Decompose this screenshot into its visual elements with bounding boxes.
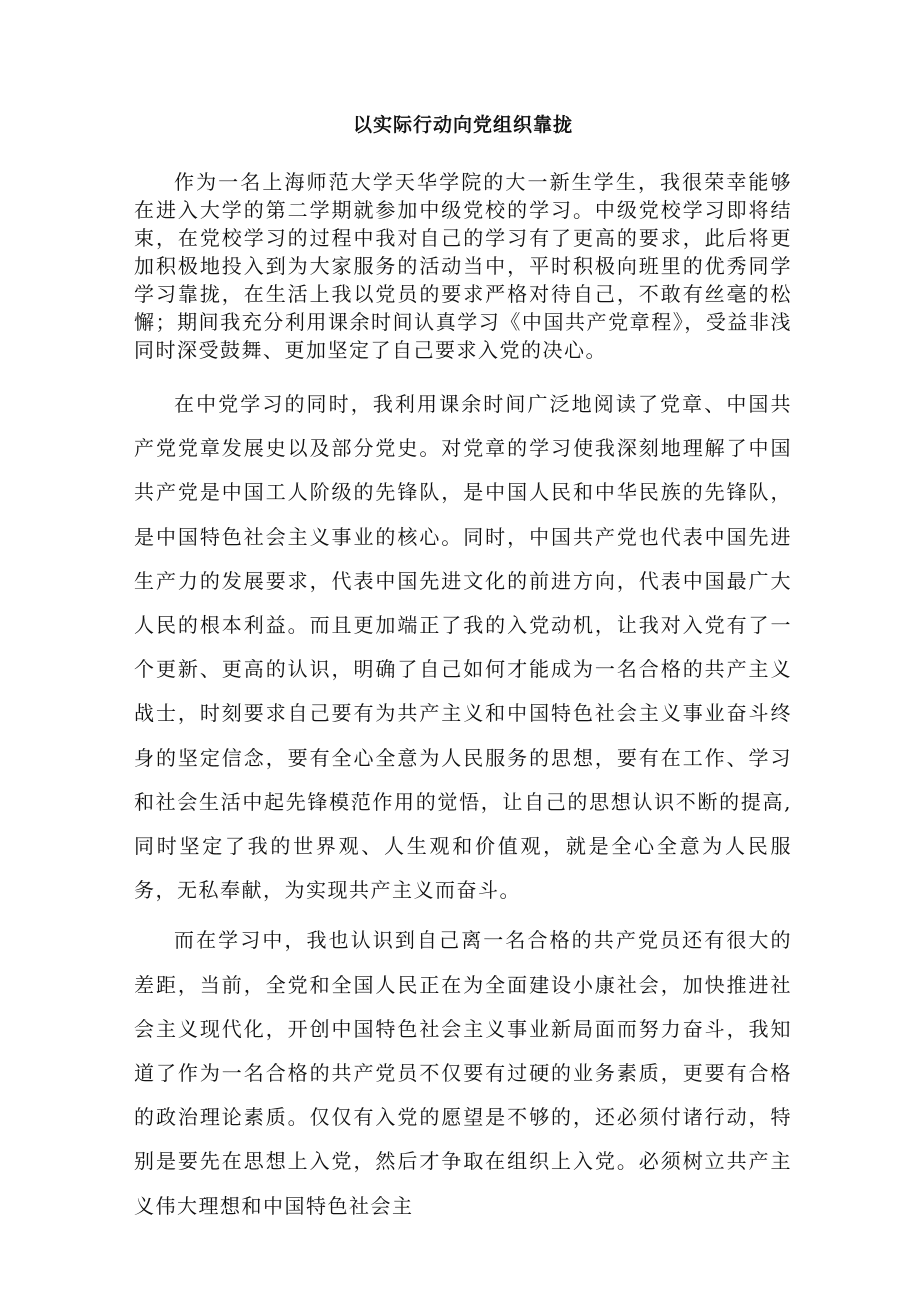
document-title: 以实际行动向党组织靠拢 xyxy=(352,114,573,136)
paragraph-1: 作为一名上海师范大学天华学院的大一新生学生，我很荣幸能够在进入大学的第二学期就参加中级党校的学习。中级党校学习即将结束，在党校学习的过程中我对自己的学习有了更高的要求，此后将更加积极地投入到为大家服务的活动当中，平时积极向班里的优秀同学学习靠拢，在生活上我以党员的要求严格对待自己，不敢有丝毫的松懈；期间我充分利用课余时间认真学习《中国共产党章程》，受益非浅同时深受鼓舞、更加坚定了自己要求入党的决心。 xyxy=(134,170,792,362)
paragraph-2: 在中党学习的同时，我利用课余时间广泛地阅读了党章、中国共产党党章发展史以及部分党史。对党章的学习使我深刻地理解了中国共产党是中国工人阶级的先锋队，是中国人民和中华民族的先锋队，是中国特色社会主义事业的核心。同时，中国共产党也代表中国先进生产力的发展要求，代表中国先进文化的前进方向，代表中国最广大人民的根本利益。而且更加端正了我的入党动机，让我对入党有了一个更新、更高的认识，明确了自己如何才能成为一名合格的共产主义战士，时刻要求自己要有为共产主义和中国特色社会主义事业奋斗终身的坚定信念，要有全心全意为人民服务的思想，要有在工作、学习和社会生活中起先锋模范作用的觉悟，让自己的思想认识不断的提高,同时坚定了我的世界观、人生观和价值观，就是全心全意为人民服务，无私奉献，为实现共产主义而奋斗。 xyxy=(134,392,792,903)
paragraph-3: 而在学习中，我也认识到自己离一名合格的共产党员还有很大的差距，当前，全党和全国人民正在为全面建设小康社会，加快推进社会主义现代化，开创中国特色社会主义事业新局面而努力奋斗，我知道了作为一名合格的共产党员不仅要有过硬的业务素质，更要有合格的政治理论素质。仅仅有入党的愿望是不够的，还必须付诸行动，特别是要先在思想上入党，然后才争取在组织上入党。必须树立共产主义伟大理想和中国特色社会主 xyxy=(134,928,792,1218)
